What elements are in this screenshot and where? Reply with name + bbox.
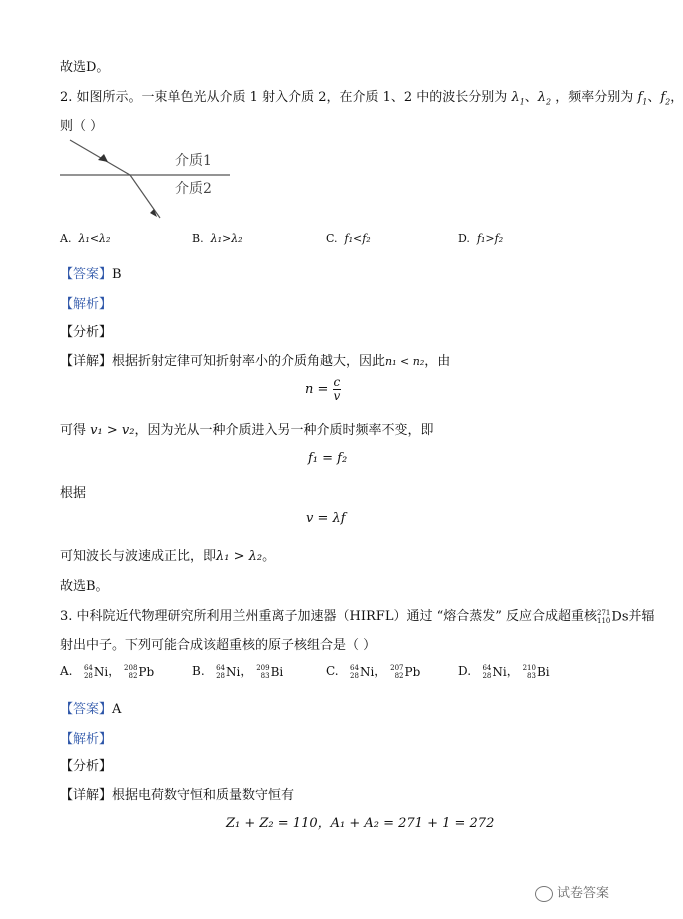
q2-fenxi-label: 【分析】 xyxy=(60,325,113,340)
q3-stem-line2: 射出中子。下列可能合成该超重核的原子核组合是（ ） xyxy=(60,638,377,653)
q3-option-d[interactable]: D. 64 28 Ni， 210 83 Bi xyxy=(458,663,550,680)
q2-stem: 2. 如图所示。一束单色光从介质 1 射入介质 2，在介质 1、2 中的波长分别为 $\lambda_1$、$\lambda_2$ ，频率分别为 $f_1$、$f_2$， xyxy=(60,90,683,107)
q2-option-b[interactable]: B. λ₁>λ₂ xyxy=(192,232,243,245)
q3-stem: 3. 中科院近代物理研究所利用兰州重离子加速器（HIRFL）通过 “熔合蒸发” 反应合成超重核 271 110 Ds并辐 xyxy=(60,608,655,625)
q2-option-a[interactable]: A. λ₁<λ₂ xyxy=(60,232,111,245)
q3-option-b[interactable]: B. 64 28 Ni， 209 83 Bi xyxy=(192,663,284,680)
q2-stem-text2: ，频率分别为 xyxy=(555,90,634,105)
q3-option-c[interactable]: C. 64 28 Ni， 207 82 Pb xyxy=(326,663,421,680)
q2-f1: $f_1$ xyxy=(637,90,648,107)
ds-nucleus: 271 110 Ds xyxy=(597,608,629,625)
q2-sep: 、 xyxy=(524,90,538,105)
q2-choose: 故选B。 xyxy=(60,579,109,594)
q2-answer: 【答案】B xyxy=(60,267,122,282)
q3-analysis-label: 【解析】 xyxy=(60,732,113,747)
q2-analysis-label: 【解析】 xyxy=(60,297,113,312)
q3-answer: 【答案】A xyxy=(60,702,122,717)
q2-lambda2: $\lambda_2$ xyxy=(537,90,552,107)
q2-option-d[interactable]: D. f₁>f₂ xyxy=(458,232,504,245)
watermark: 试卷答案 xyxy=(535,882,609,902)
q3-eq-conservation: Z₁ + Z₂ = 110，A₁ + A₂ = 271 + 1 = 272 xyxy=(226,816,495,831)
q2-eq-wave: v = λf xyxy=(306,511,346,526)
q3-fenxi-label: 【分析】 xyxy=(60,759,113,774)
previous-conclusion: 故选D。 xyxy=(60,60,110,75)
q2-eq-refractive-index: n = $\frac{c}{v}$ xyxy=(305,375,341,403)
medium-1-label: 介质1 xyxy=(175,153,212,169)
q3-option-a[interactable]: A. 64 28 Ni， 208 82 Pb xyxy=(60,663,155,680)
q2-conclusion: 可知波长与波速成正比，即λ₁ > λ₂。 xyxy=(60,549,276,564)
q2-speed-line: 可得 v₁ > v₂，因为光从一种介质进入另一种介质时频率不变，即 xyxy=(60,423,434,438)
incident-ray xyxy=(70,140,130,175)
incident-arrow xyxy=(98,154,108,162)
q2-eq-frequency: f₁ = f₂ xyxy=(308,451,348,466)
q2-stem-end: ， xyxy=(670,90,683,105)
q2-option-c[interactable]: C. f₁<f₂ xyxy=(326,232,371,245)
q2-f2: $f_2$ xyxy=(660,90,671,107)
wechat-icon xyxy=(535,886,553,902)
q2-detail: 【详解】根据折射定律可知折射率小的介质角越大，因此n₁ < n₂，由 xyxy=(60,354,451,369)
q2-lambda1: $\lambda_1$ xyxy=(511,90,525,107)
q2-stem-text: 2. 如图所示。一束单色光从介质 1 射入介质 2，在介质 1、2 中的波长分别为 xyxy=(60,90,508,105)
q2-stem-line2: 则（ ） xyxy=(60,119,104,134)
refracted-ray xyxy=(130,175,160,218)
medium-2-label: 介质2 xyxy=(175,181,212,197)
q2-genju: 根据 xyxy=(60,486,87,501)
q3-detail: 【详解】根据电荷数守恒和质量数守恒有 xyxy=(60,788,295,803)
